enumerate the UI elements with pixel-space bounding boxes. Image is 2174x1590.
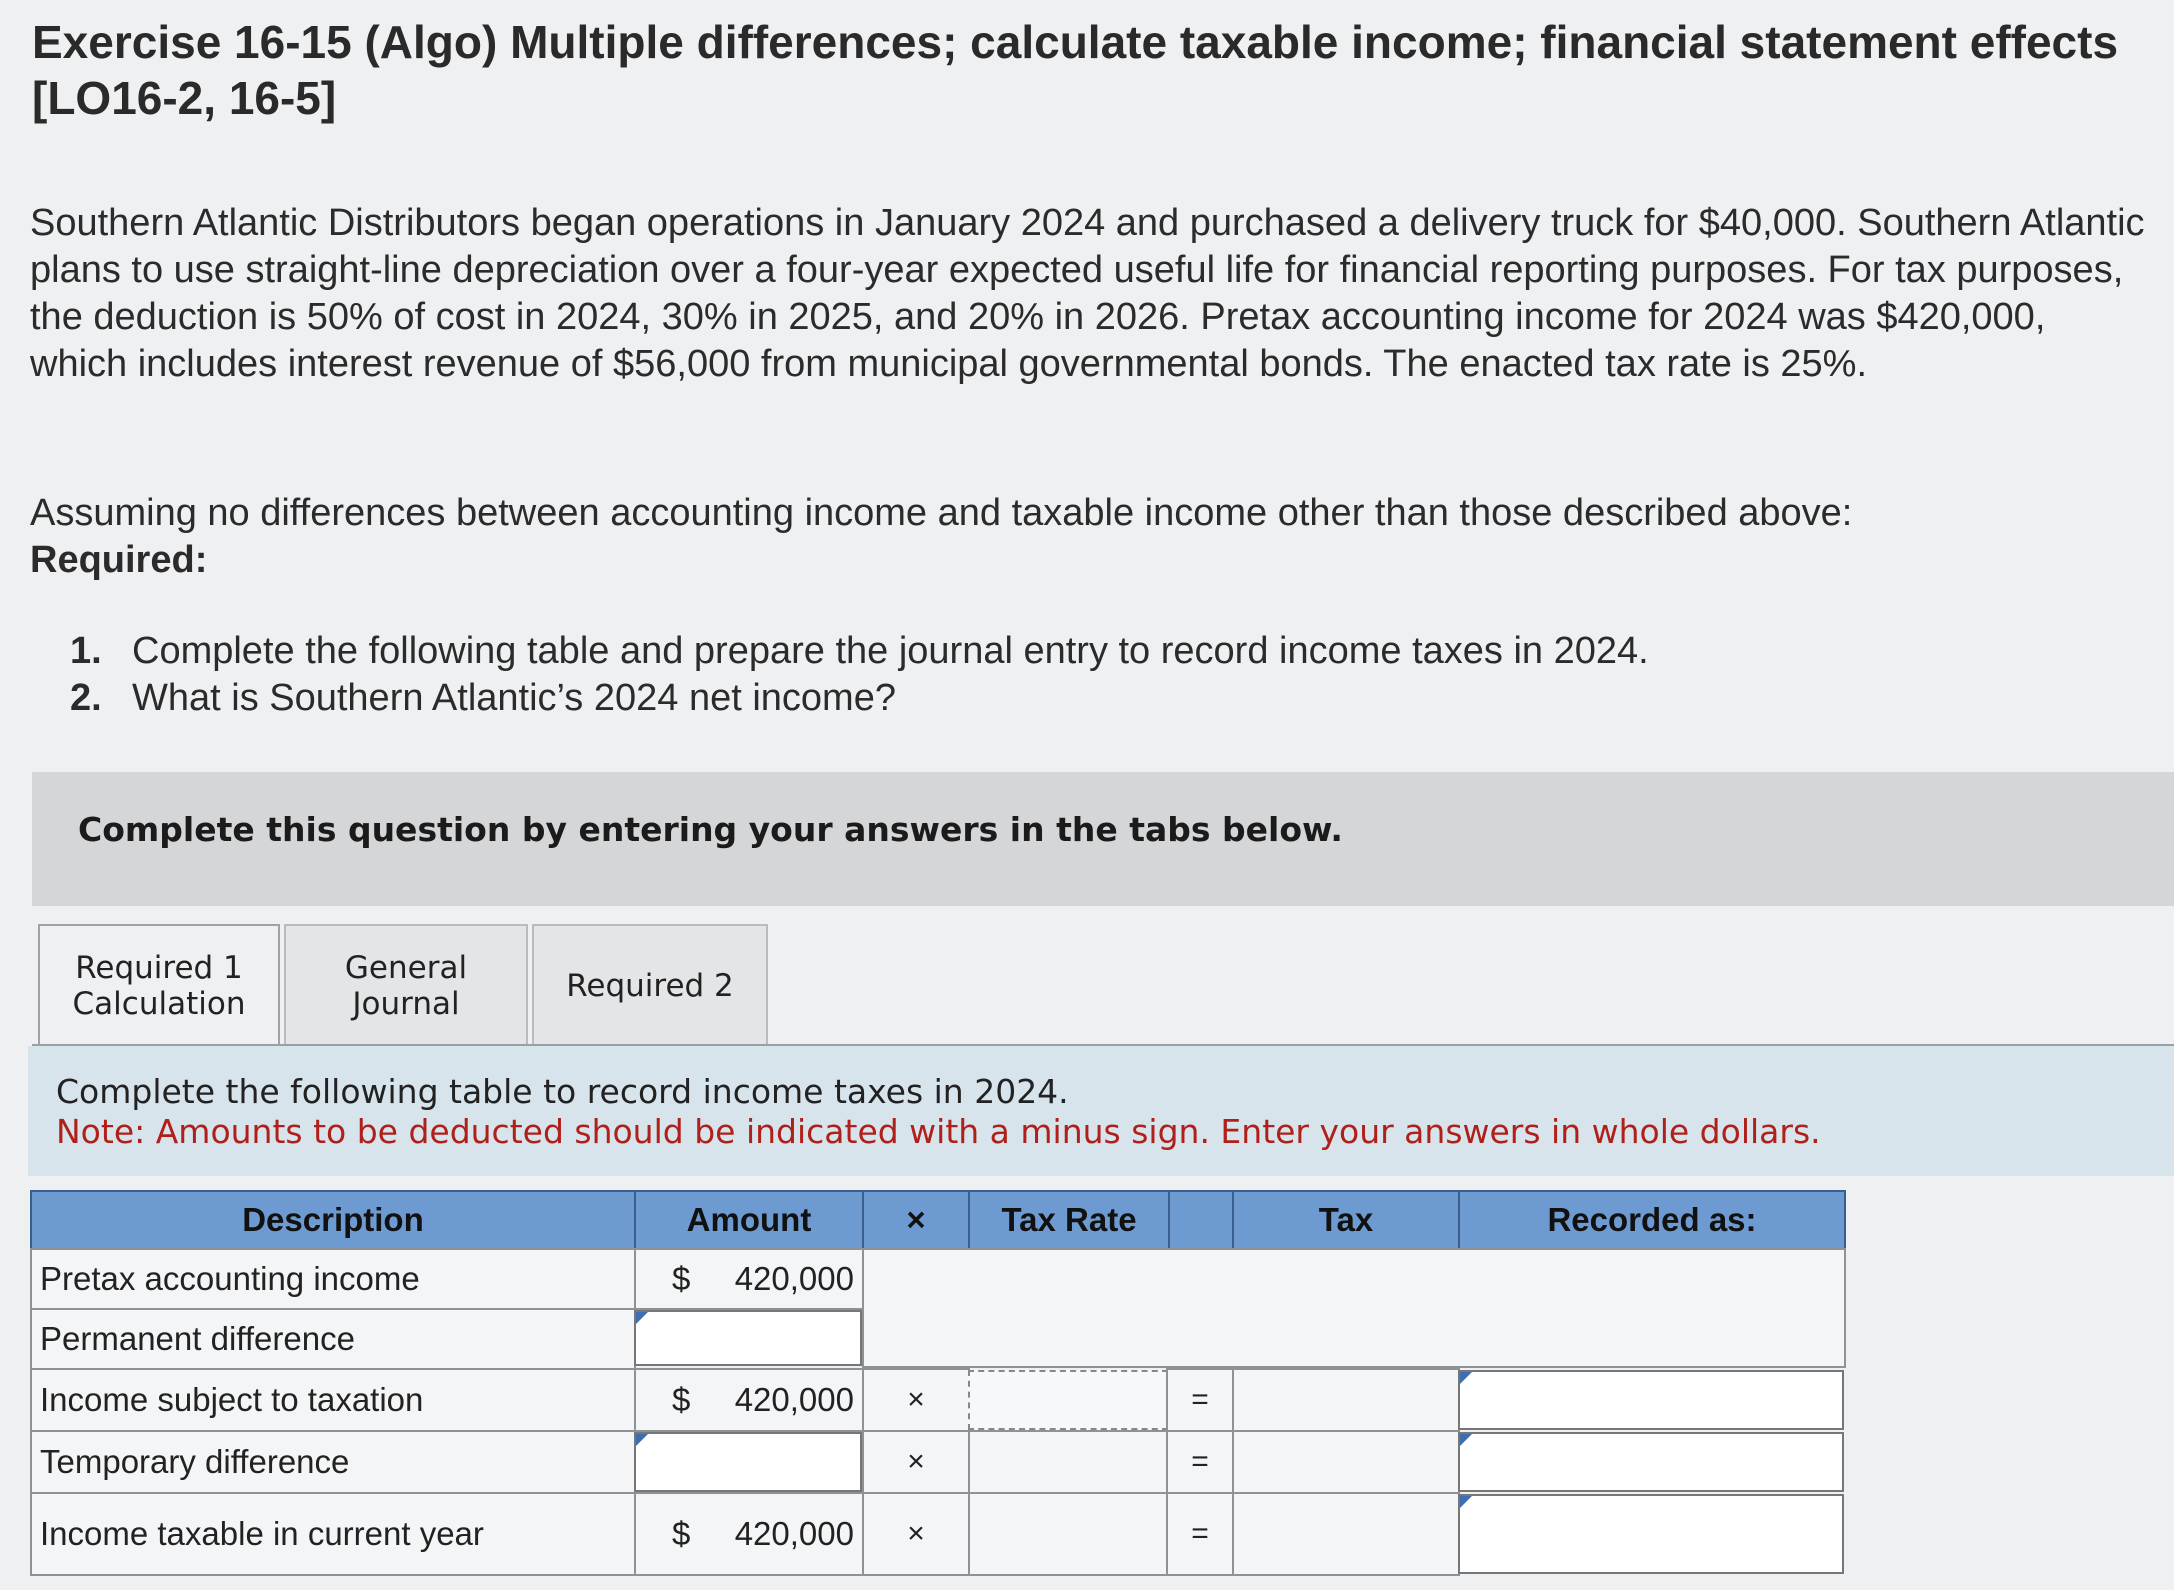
times-operator: × bbox=[862, 1368, 970, 1432]
tax-input-temporary[interactable] bbox=[1232, 1430, 1460, 1494]
tab-general-journal[interactable]: General Journal bbox=[284, 924, 528, 1046]
recorded-as-select-taxable[interactable] bbox=[1458, 1494, 1844, 1574]
requirement-item: 2. What is Southern Atlantic’s 2024 net income? bbox=[70, 677, 896, 719]
row-description-pretax: Pretax accounting income bbox=[30, 1248, 636, 1310]
tab-required-2[interactable]: Required 2 bbox=[532, 924, 768, 1046]
input-marker-icon bbox=[636, 1312, 648, 1324]
row-description-temporary: Temporary difference bbox=[30, 1430, 636, 1494]
tax-rate-input-temporary[interactable] bbox=[968, 1430, 1168, 1494]
temporary-difference-input[interactable] bbox=[634, 1432, 862, 1492]
requirement-item: 1. Complete the following table and prepare the journal entry to record income taxes in 2024. bbox=[70, 630, 1649, 672]
header-times: × bbox=[862, 1190, 970, 1250]
amount-taxable: $ 420,000 bbox=[634, 1492, 864, 1576]
empty-region bbox=[862, 1248, 1846, 1368]
input-marker-icon bbox=[1460, 1434, 1472, 1446]
input-marker-icon bbox=[1460, 1372, 1472, 1384]
times-operator: × bbox=[862, 1430, 970, 1494]
requirements-list bbox=[70, 628, 2070, 722]
header-recorded-as: Recorded as: bbox=[1458, 1190, 1846, 1250]
equals-operator: = bbox=[1166, 1430, 1234, 1494]
times-operator: × bbox=[862, 1492, 970, 1576]
tax-rate-input-subject[interactable] bbox=[968, 1370, 1168, 1430]
input-marker-icon bbox=[636, 1434, 648, 1446]
banner-text: Complete this question by entering your answers in the tabs below. bbox=[78, 810, 1343, 849]
equals-operator: = bbox=[1166, 1368, 1234, 1432]
tax-input-subject[interactable] bbox=[1232, 1368, 1460, 1432]
header-description: Description bbox=[30, 1190, 636, 1250]
tab-required-1-calculation[interactable]: Required 1 Calculation bbox=[38, 924, 280, 1046]
equals-operator: = bbox=[1166, 1492, 1234, 1576]
recorded-as-select-temporary[interactable] bbox=[1458, 1432, 1844, 1492]
header-tax: Tax bbox=[1232, 1190, 1460, 1250]
problem-text: Southern Atlantic Distributors began operations in January 2024 and purchased a delivery truck for $40,000. Southern Atlantic plans to use straight-line depreciation over a four-year expected useful life for financial reporting purposes. For tax purposes, the deduction is 50% of cost in 2024, 30% in 2025, and 20% in 2026. Pretax accounting income for 2024 was $420,000, which includes interest revenue of $56,000 from municipal governmental bonds. The enacted tax rate is 25%. bbox=[30, 202, 2145, 385]
row-description-permanent: Permanent difference bbox=[30, 1308, 636, 1370]
input-marker-icon bbox=[1460, 1496, 1472, 1508]
amount-subject: $ 420,000 bbox=[634, 1368, 864, 1432]
instruction-banner bbox=[32, 772, 2174, 906]
exercise-title: Exercise 16-15 (Algo) Multiple differences; calculate taxable income; financial statement effects [LO16-2, 16-5] bbox=[32, 16, 2119, 124]
recorded-as-select-subject[interactable] bbox=[1458, 1370, 1844, 1430]
row-description-taxable: Income taxable in current year bbox=[30, 1492, 636, 1576]
table-instructions bbox=[28, 1046, 2174, 1176]
permanent-difference-input[interactable] bbox=[634, 1310, 862, 1366]
assumption-block bbox=[30, 490, 2130, 584]
tax-input-taxable[interactable] bbox=[1232, 1492, 1460, 1576]
assumption-text: Assuming no differences between accounting income and taxable income other than those described above: bbox=[30, 492, 1853, 534]
row-description-subject: Income subject to taxation bbox=[30, 1368, 636, 1432]
amount-pretax: $ 420,000 bbox=[634, 1248, 864, 1310]
tax-rate-input-taxable[interactable] bbox=[968, 1492, 1168, 1576]
instruction-line: Complete the following table to record income taxes in 2024. bbox=[56, 1072, 1069, 1111]
header-amount: Amount bbox=[634, 1190, 864, 1250]
required-label: Required: bbox=[30, 539, 208, 581]
header-blank bbox=[1168, 1190, 1234, 1250]
instruction-note: Note: Amounts to be deducted should be indicated with a minus sign. Enter your answers in whole dollars. bbox=[56, 1112, 1821, 1151]
header-tax-rate: Tax Rate bbox=[968, 1190, 1170, 1250]
